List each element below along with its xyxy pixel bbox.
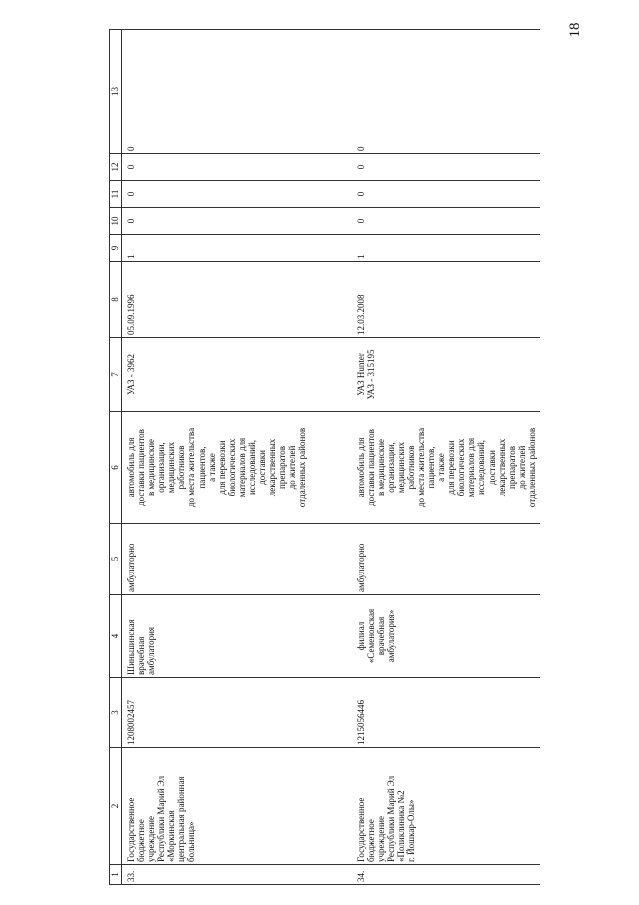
- col-header-8: 8: [110, 262, 122, 338]
- value-col-13: 0: [352, 30, 541, 154]
- unit-name: Шиньшинская врачебная амбулатория: [122, 595, 352, 678]
- vehicle-model: УАЗ Hunter УАЗ - 315195: [352, 338, 541, 412]
- value-col-12: 0: [352, 154, 541, 181]
- row-number: 34.: [352, 865, 541, 885]
- unit-name: филиал «Семеновская врачебная амбулатория»: [352, 595, 541, 678]
- value-col-10: 0: [352, 208, 541, 235]
- value-col-13: 0: [122, 30, 352, 154]
- col-header-10: 10: [110, 208, 122, 235]
- col-header-11: 11: [110, 181, 122, 208]
- rotated-table-wrapper: [109, 30, 537, 885]
- table-row: [122, 30, 352, 885]
- vehicle-purpose: автомобиль для доставки пациентов в медицинские организации, медицинских работников до места жительства пациентов, а также для перевозки биологических материалов для исследований, доставки лекарственных препаратов до жителей отдаленных районов: [352, 412, 541, 524]
- value-col-10: 0: [122, 208, 352, 235]
- page-number: 18: [567, 22, 583, 38]
- col-header-7: 7: [110, 338, 122, 412]
- care-type: амбулаторно: [122, 524, 352, 595]
- col-header-13: 13: [110, 30, 122, 154]
- col-header-5: 5: [110, 524, 122, 595]
- row-number: 33.: [122, 865, 352, 885]
- registration-date: 05.09.1996: [122, 262, 352, 338]
- col-header-6: 6: [110, 412, 122, 524]
- value-col-11: 0: [352, 181, 541, 208]
- col-header-2: 2: [110, 748, 122, 865]
- vehicle-model: УАЗ - 3962: [122, 338, 352, 412]
- institution-name: Государственное бюджетное учреждение Республики Марий Эл «Моркинская центральная районная больница»: [122, 748, 352, 865]
- col-header-1: 1: [110, 865, 122, 885]
- vehicle-purpose: автомобиль для доставки пациентов в медицинские организации, медицинских работников до места жительства пациентов, а также для перевозки биологических материалов для исследований, доставки лекарственных препаратов до жителей отдаленных районов: [122, 412, 352, 524]
- value-col-12: 0: [122, 154, 352, 181]
- col-header-12: 12: [110, 154, 122, 181]
- value-col-9: 1: [122, 235, 352, 262]
- value-col-9: 1: [352, 235, 541, 262]
- col-header-9: 9: [110, 235, 122, 262]
- col-header-3: 3: [110, 678, 122, 748]
- column-number-row: [110, 30, 122, 885]
- registration-date: 12.03.2008: [352, 262, 541, 338]
- value-col-11: 0: [122, 181, 352, 208]
- table-row: [352, 30, 541, 885]
- institution-code: 1215056446: [352, 678, 541, 748]
- care-type: амбулаторно: [352, 524, 541, 595]
- col-header-4: 4: [110, 595, 122, 678]
- institution-name: Государственное бюджетное учреждение Республики Марий Эл «Поликлиника №2 г. Йошкар-Олы»: [352, 748, 541, 865]
- institution-code: 1208002457: [122, 678, 352, 748]
- vehicle-table: [109, 29, 541, 885]
